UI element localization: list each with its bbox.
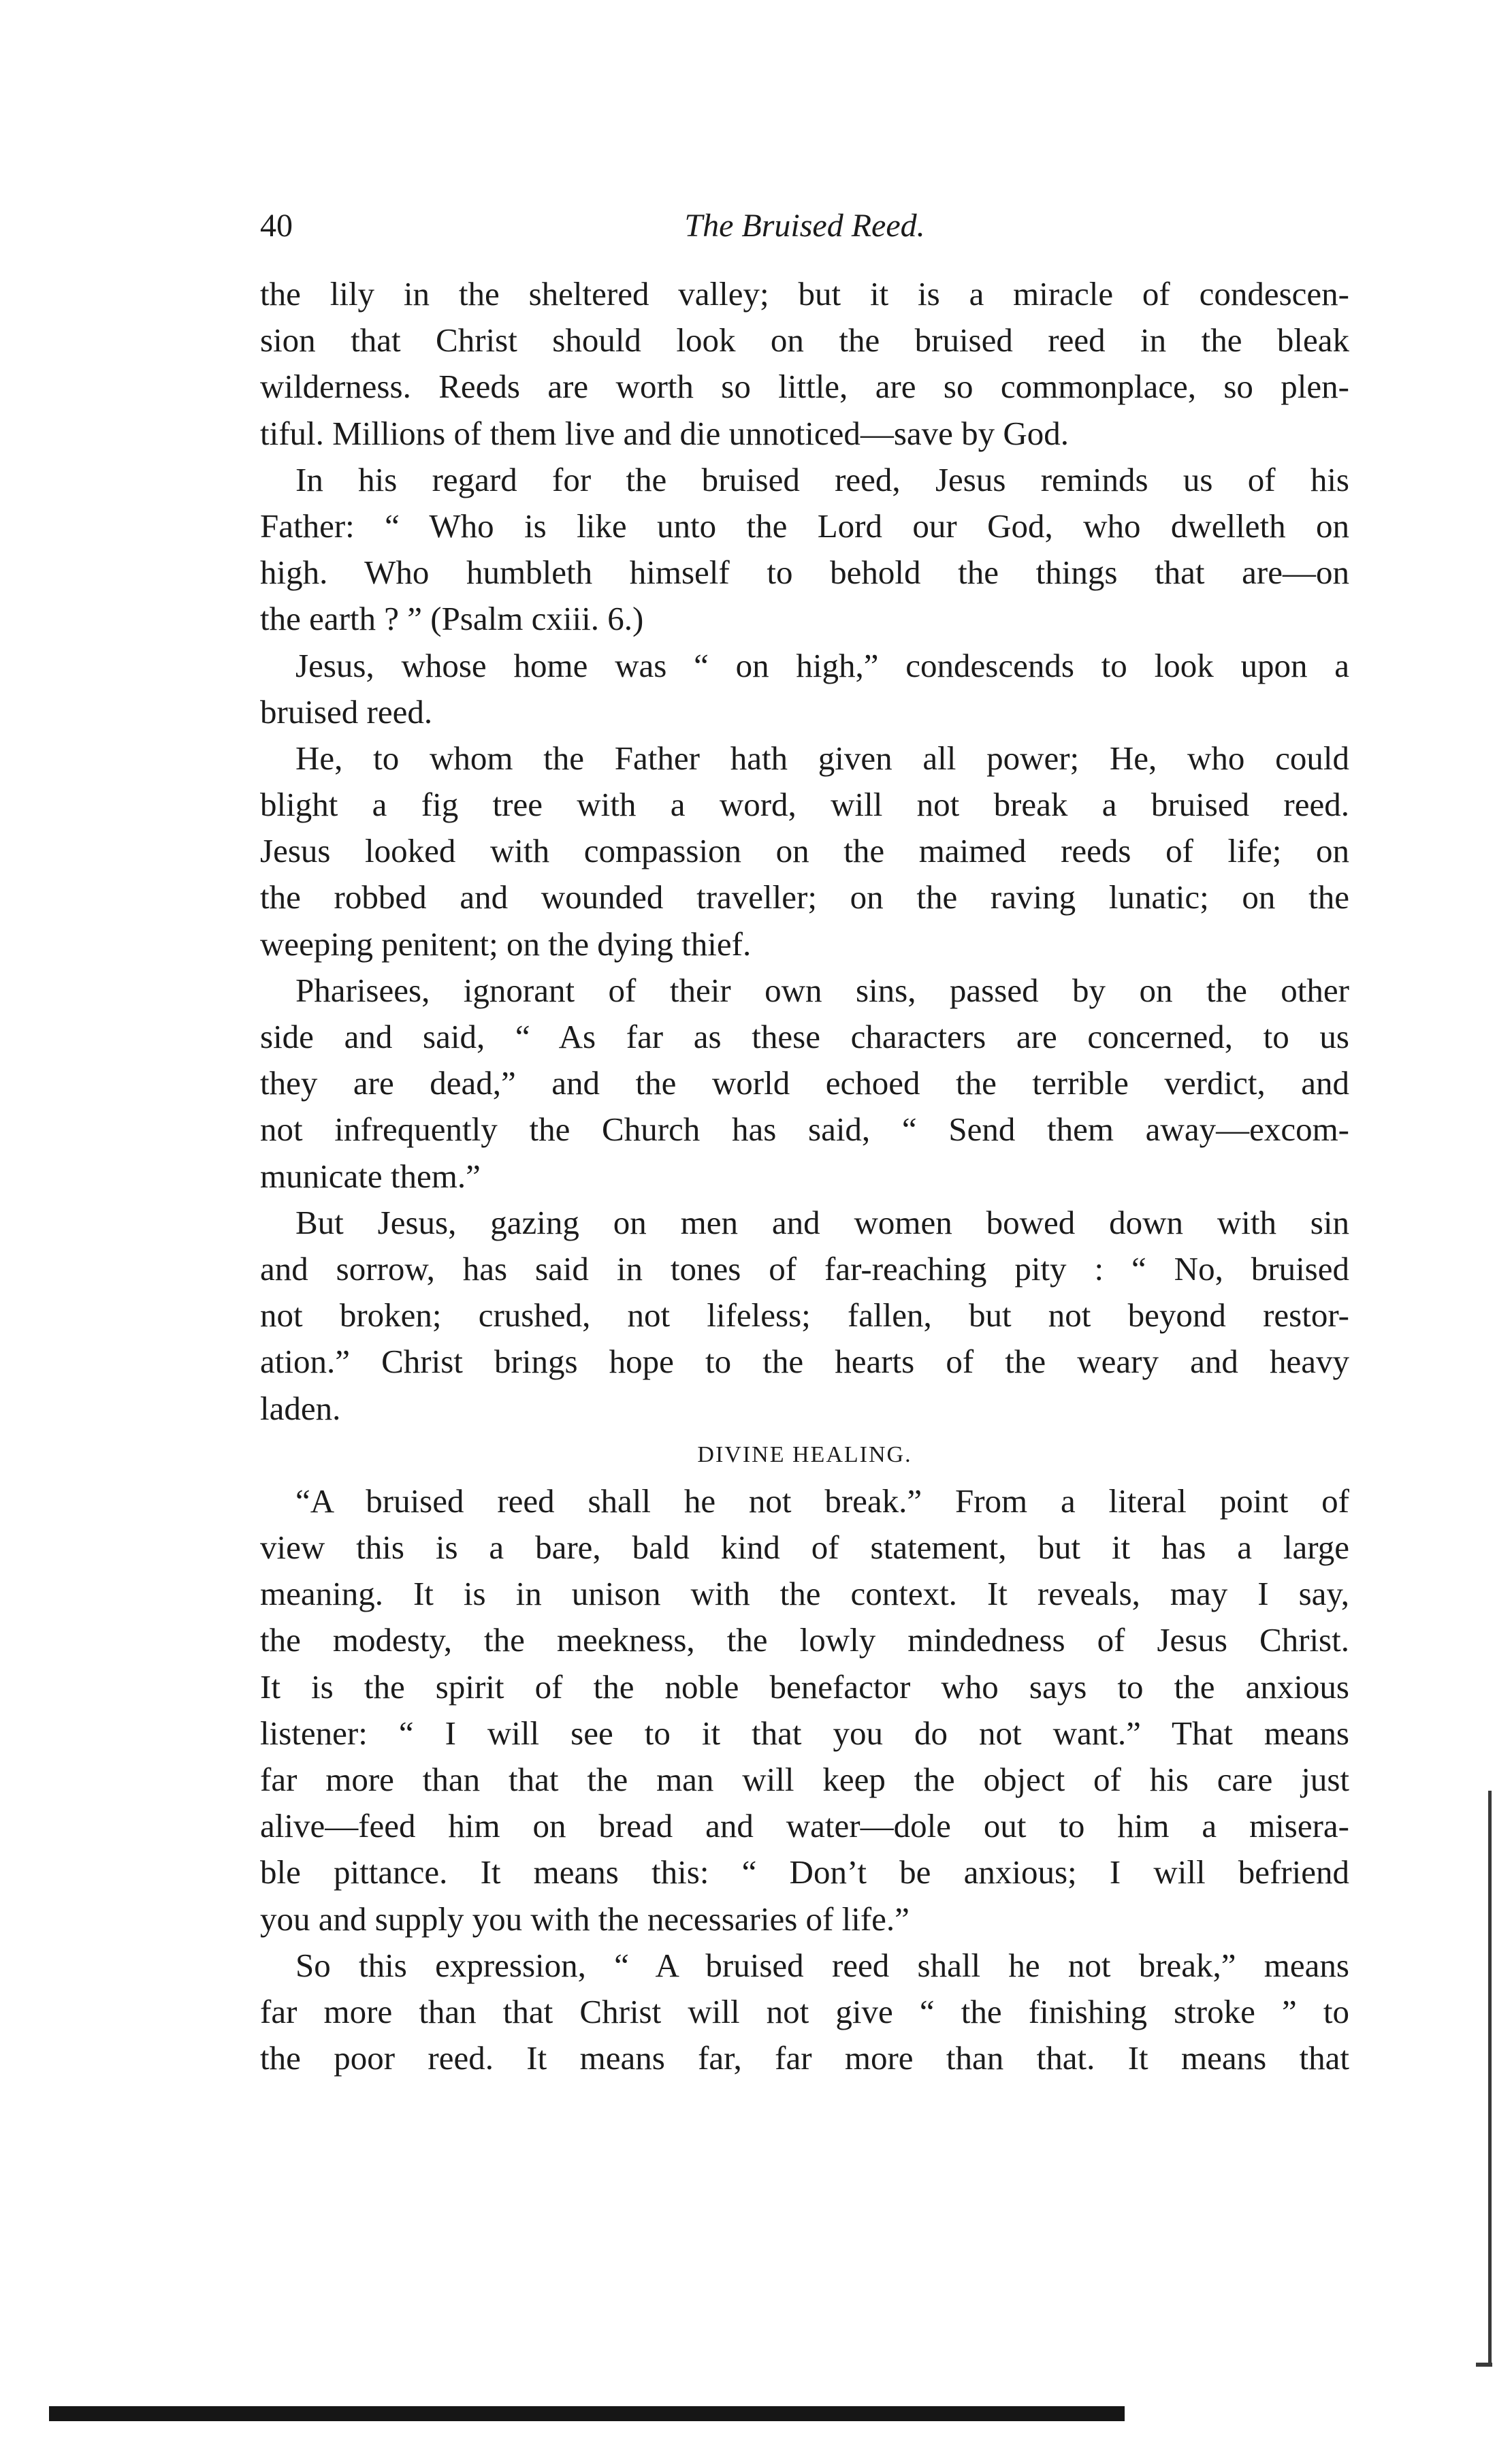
text-line: bruised reed.: [260, 692, 433, 731]
text-line: It is the spirit of the noble benefactor who says to the anxious: [260, 1667, 1349, 1706]
running-head: [260, 199, 1349, 253]
text-line: listener: “ I will see to it that you do not want.” That means: [260, 1714, 1349, 1752]
text-line: the poor reed. It means far, far more than that. It means that: [260, 2039, 1349, 2077]
paragraph-first-line: He, to whom the Father hath given all power; He, who could: [295, 739, 1349, 777]
page-number: 40: [260, 208, 293, 244]
scan-bottom-rule: [49, 2406, 1125, 2421]
scan-edge-bar: [1488, 1791, 1492, 2366]
paragraph-first-line: So this expression, “ A bruised reed shall he not break,” means: [295, 1946, 1349, 1984]
paragraph-first-line: Pharisees, ignorant of their own sins, passed by on the other: [295, 971, 1349, 1009]
text-line: side and said, “ As far as these characters are concerned, to us: [260, 1018, 1349, 1055]
text-line: tiful. Millions of them live and die unnoticed—save by God.: [260, 414, 1069, 452]
text-line: the earth ? ” (Psalm cxiii. 6.): [260, 600, 644, 638]
text-line: not infrequently the Church has said, “ Send them away—excom-: [260, 1110, 1349, 1149]
text-line: the modesty, the meekness, the lowly mindedness of Jesus Christ.: [260, 1621, 1349, 1659]
text-line: municate them.”: [260, 1157, 481, 1195]
body-text: [260, 271, 1349, 2081]
paragraph-first-line: Jesus, whose home was “ on high,” condescends to look upon a: [295, 646, 1349, 684]
text-line: ble pittance. It means this: “ Don’t be anxious; I will befriend: [260, 1853, 1349, 1891]
text-line: Jesus looked with compassion on the maimed reeds of life; on: [260, 832, 1349, 870]
text-line: you and supply you with the necessaries of life.”: [260, 1900, 910, 1938]
text-line: Father: “ Who is like unto the Lord our God, who dwelleth on: [260, 507, 1349, 545]
running-title: The Bruised Reed.: [684, 208, 925, 244]
text-line: alive—feed him on bread and water—dole out to him a misera-: [260, 1807, 1349, 1845]
paragraph-first-line: In his regard for the bruised reed, Jesus reminds us of his: [295, 460, 1349, 498]
section-heading: DIVINE HEALING.: [697, 1441, 912, 1467]
text-line: ation.” Christ brings hope to the hearts of the weary and heavy: [260, 1343, 1349, 1381]
scan-edge-bar-foot: [1476, 2363, 1492, 2367]
text-line: and sorrow, has said in tones of far-reaching pity : “ No, bruised: [260, 1249, 1349, 1288]
text-line: laden.: [260, 1389, 341, 1427]
text-line: not broken; crushed, not lifeless; fallen, but not beyond restor-: [260, 1296, 1349, 1335]
text-line: far more than that Christ will not give “ the finishing stroke ” to: [260, 1992, 1349, 2030]
text-line: view this is a bare, bald kind of statement, but it has a large: [260, 1529, 1349, 1567]
text-line: far more than that the man will keep the object of his care just: [260, 1761, 1349, 1798]
text-line: they are dead,” and the world echoed the terrible verdict, and: [260, 1064, 1349, 1102]
text-line: the robbed and wounded traveller; on the raving lunatic; on the: [260, 878, 1349, 916]
text-line: sion that Christ should look on the bruised reed in the bleak: [260, 321, 1349, 359]
paragraph-first-line: But Jesus, gazing on men and women bowed down with sin: [295, 1203, 1349, 1241]
text-line: weeping penitent; on the dying thief.: [260, 925, 752, 963]
text-line: blight a fig tree with a word, will not break a bruised reed.: [260, 786, 1349, 824]
text-line: wilderness. Reeds are worth so little, are so commonplace, so plen-: [260, 368, 1349, 406]
paragraph-first-line: “A bruised reed shall he not break.” From a literal point of: [295, 1482, 1349, 1520]
text-line: the lily in the sheltered valley; but it is a miracle of condescen-: [260, 275, 1349, 313]
text-line: high. Who humbleth himself to behold the things that are—on: [260, 554, 1349, 592]
text-line: meaning. It is in unison with the context. It reveals, may I say,: [260, 1575, 1349, 1613]
